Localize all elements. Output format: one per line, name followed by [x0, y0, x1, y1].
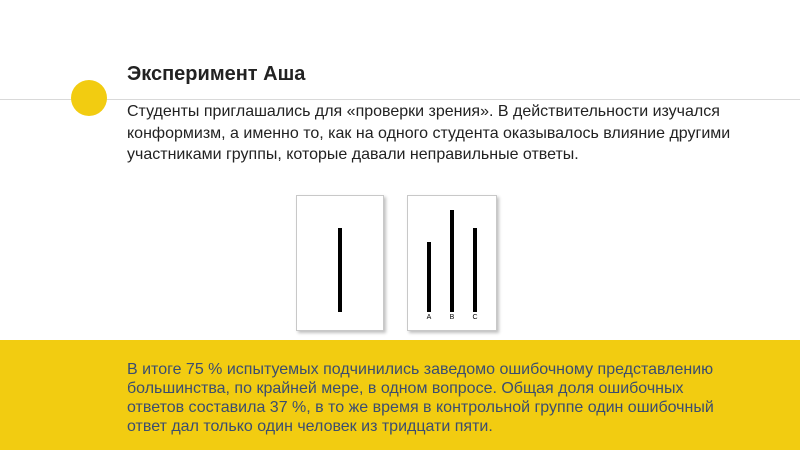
- comparison-lines-card: [407, 195, 497, 331]
- conclusion-text: В итоге 75 % испытуемых подчинились заведомо ошибочному представлению большинства, по крайней мере, в одном вопросе. Общая доля ошибочных ответов составила 37 %, в то же время в контрольной группе один ошибочный ответ дал только один человек из тридцати пяти.: [127, 361, 714, 435]
- label-a: A: [426, 314, 432, 321]
- reference-line: [338, 228, 342, 312]
- comparison-line-c: [473, 228, 477, 312]
- slide-body-text: Студенты приглашались для «проверки зрения». В действительности изучался конформизм, а именно то, как на одного студента оказывалось влияние другими участниками группы, которые давали неправильные ответы.: [127, 103, 731, 163]
- label-c: C: [472, 314, 478, 321]
- reference-line-card: [296, 195, 384, 331]
- slide-title: Эксперимент Аша: [127, 63, 306, 85]
- comparison-line-b: [450, 210, 454, 312]
- comparison-line-a: [427, 242, 431, 312]
- conclusion-band: [0, 340, 800, 450]
- accent-dot: [71, 80, 107, 116]
- label-b: B: [449, 314, 455, 321]
- header-divider: [0, 99, 800, 100]
